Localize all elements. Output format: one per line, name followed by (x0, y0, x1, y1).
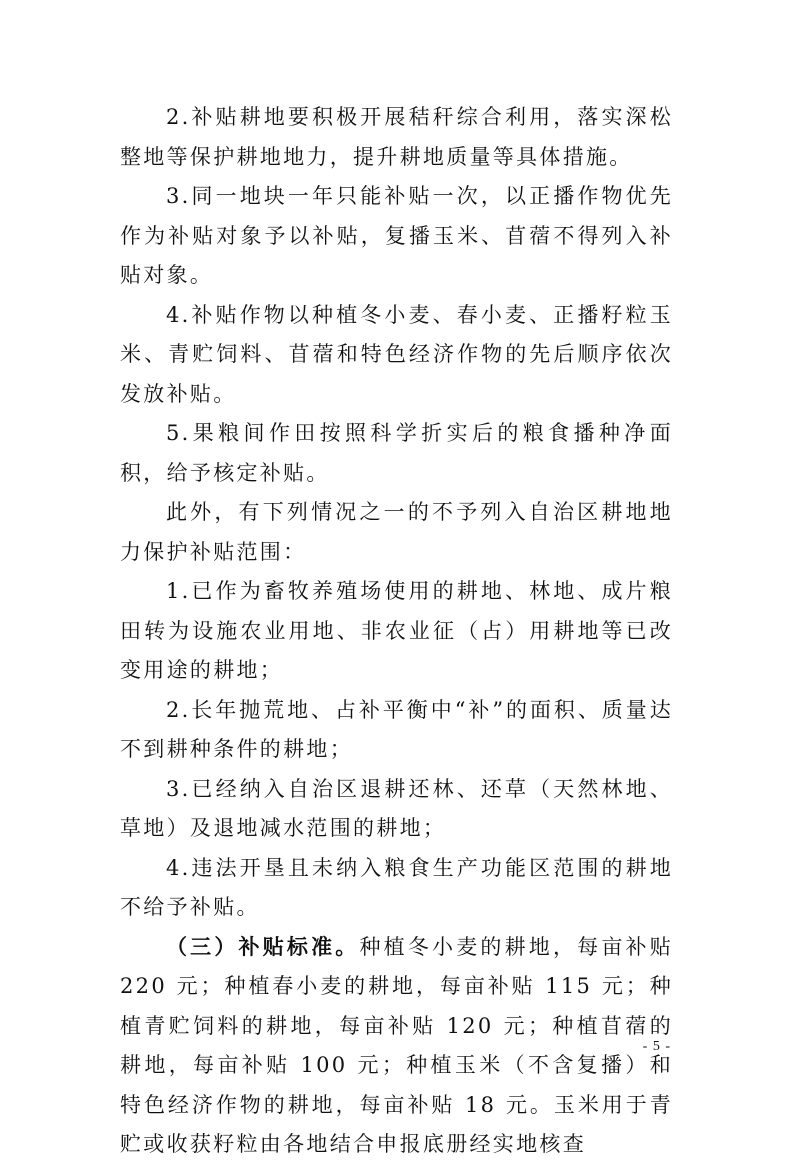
paragraph-crop-priority-order: 4.补贴作物以种植冬小麦、春小麦、正播籽粒玉米、青贮饲料、苜蓿和特色经济作物的先后顺序依次发放补贴。 (120, 302, 673, 406)
paragraph-exclusions-intro: 此外，有下列情况之一的不予列入自治区耕地地力保护补贴范围： (120, 500, 673, 564)
page-number: - 5 - (642, 1038, 671, 1054)
section-heading-subsidy-standard: （三）补贴标准。 (166, 934, 360, 959)
subsidy-standard-body: 种植冬小麦的耕地，每亩补贴 220 元；种植春小麦的耕地，每亩补贴 115 元；种植青贮饲料的耕地，每亩补贴 120 元；种植苜蓿的耕地，每亩补贴 100 元；种植玉米（不含复播）和特色经济作物的耕地，每亩补贴 18 元。玉米用于青贮或收获籽粒由各地结合申报底册经实地核查 (120, 934, 673, 1156)
paragraph-exclusion-1: 1.已作为畜牧养殖场使用的耕地、林地、成片粮田转为设施农业用地、非农业征（占）用耕地等已改变用途的耕地； (120, 579, 673, 682)
paragraph-exclusion-2: 2.长年抛荒地、占补平衡中“补”的面积、质量达不到耕种条件的耕地； (120, 697, 673, 761)
paragraph-exclusion-3: 3.已经纳入自治区退耕还林、还草（天然林地、草地）及退地减水范围的耕地； (120, 776, 673, 840)
paragraph-one-subsidy-per-year: 3.同一地块一年只能补贴一次，以正播作物优先作为补贴对象予以补贴，复播玉米、苜蓿不得列入补贴对象。 (120, 184, 673, 287)
paragraph-exclusion-4: 4.违法开垦且未纳入粮食生产功能区范围的耕地不给予补贴。 (120, 855, 673, 919)
paragraph-subsidy-standard (120, 928, 673, 1165)
paragraph-intercropping: 5.果粮间作田按照科学折实后的粮食播种净面积，给予核定补贴。 (120, 421, 673, 485)
paragraph-straw-utilization: 2.补贴耕地要积极开展秸秆综合利用，落实深松整地等保护耕地地力，提升耕地质量等具体措施。 (120, 105, 673, 169)
